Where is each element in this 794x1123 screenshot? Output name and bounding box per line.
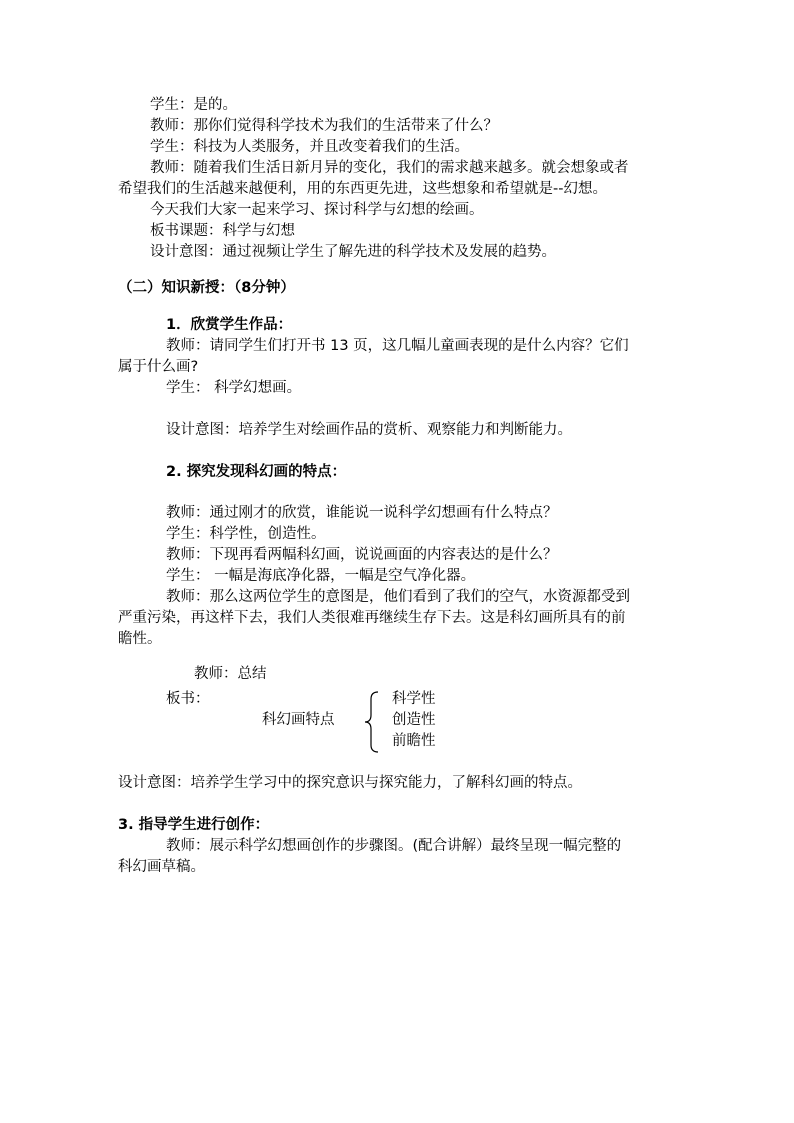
part2-line-1: 教师：通过刚才的欣赏，谁能说一说科学幻想画有什么特点？	[166, 505, 558, 521]
part2-line-6: 严重污染，再这样下去，我们人类很难再继续生存下去。这是科幻画所具有的前	[118, 610, 626, 626]
board-item-3: 前瞻性	[392, 733, 436, 749]
part3-line-1: 教师：展示科学幻想画创作的步骤图。(配合讲解）最终呈现一幅完整的	[166, 838, 622, 854]
board-item-2: 创造性	[392, 712, 436, 728]
intro-line-1: 学生：是的。	[150, 97, 237, 113]
curly-brace-icon	[362, 690, 382, 754]
intro-line-2: 教师：那你们觉得科学技术为我们的生活带来了什么？	[150, 118, 498, 134]
teacher-summary: 教师：总结	[194, 666, 267, 682]
part2-design-intent: 设计意图：培养学生学习中的探究意识与探究能力，了解科幻画的特点。	[118, 775, 582, 791]
intro-line-7: 板书课题：科学与幻想	[150, 223, 295, 239]
intro-line-4: 教师：随着我们生活日新月异的变化，我们的需求越来越多。就会想象或者	[150, 160, 629, 176]
part2-line-2: 学生：科学性，创造性。	[166, 526, 326, 542]
board-label: 板书：	[166, 691, 210, 707]
part3-line-2: 科幻画草稿。	[118, 859, 205, 875]
part1-line-3: 学生： 科学幻想画。	[166, 380, 302, 396]
board-title: 科幻画特点	[262, 712, 335, 728]
part2-line-7: 瞻性。	[118, 631, 162, 647]
part1-line-1: 教师：请同学生们打开书 13 页，这几幅儿童画表现的是什么内容？它们	[166, 338, 629, 354]
intro-line-3: 学生：科技为人类服务，并且改变着我们的生活。	[150, 139, 469, 155]
part1-design-intent: 设计意图：培养学生对绘画作品的赏析、观察能力和判断能力。	[166, 422, 572, 438]
part2-heading: 2. 探究发现科幻画的特点：	[166, 464, 347, 480]
part2-line-4: 学生： 一幅是海底净化器，一幅是空气净化器。	[166, 568, 476, 584]
board-item-1: 科学性	[392, 691, 436, 707]
part2-line-3: 教师：下现再看两幅科幻画，说说画面的内容表达的是什么？	[166, 547, 558, 563]
section-heading: （二）知识新授：（8分钟）	[118, 280, 295, 296]
intro-line-6: 今天我们大家一起来学习、探讨科学与幻想的绘画。	[150, 202, 484, 218]
part2-line-5: 教师：那么这两位学生的意图是，他们看到了我们的空气，水资源都受到	[166, 589, 630, 605]
intro-line-8: 设计意图：通过视频让学生了解先进的科学技术及发展的趋势。	[150, 244, 556, 260]
intro-line-5: 希望我们的生活越来越便利，用的东西更先进，这些想象和希望就是--幻想。	[118, 181, 607, 197]
part1-heading: 1．欣赏学生作品：	[166, 317, 293, 333]
part3-heading: 3. 指导学生进行创作：	[118, 817, 270, 833]
part1-line-2: 属于什么画?	[118, 359, 199, 375]
